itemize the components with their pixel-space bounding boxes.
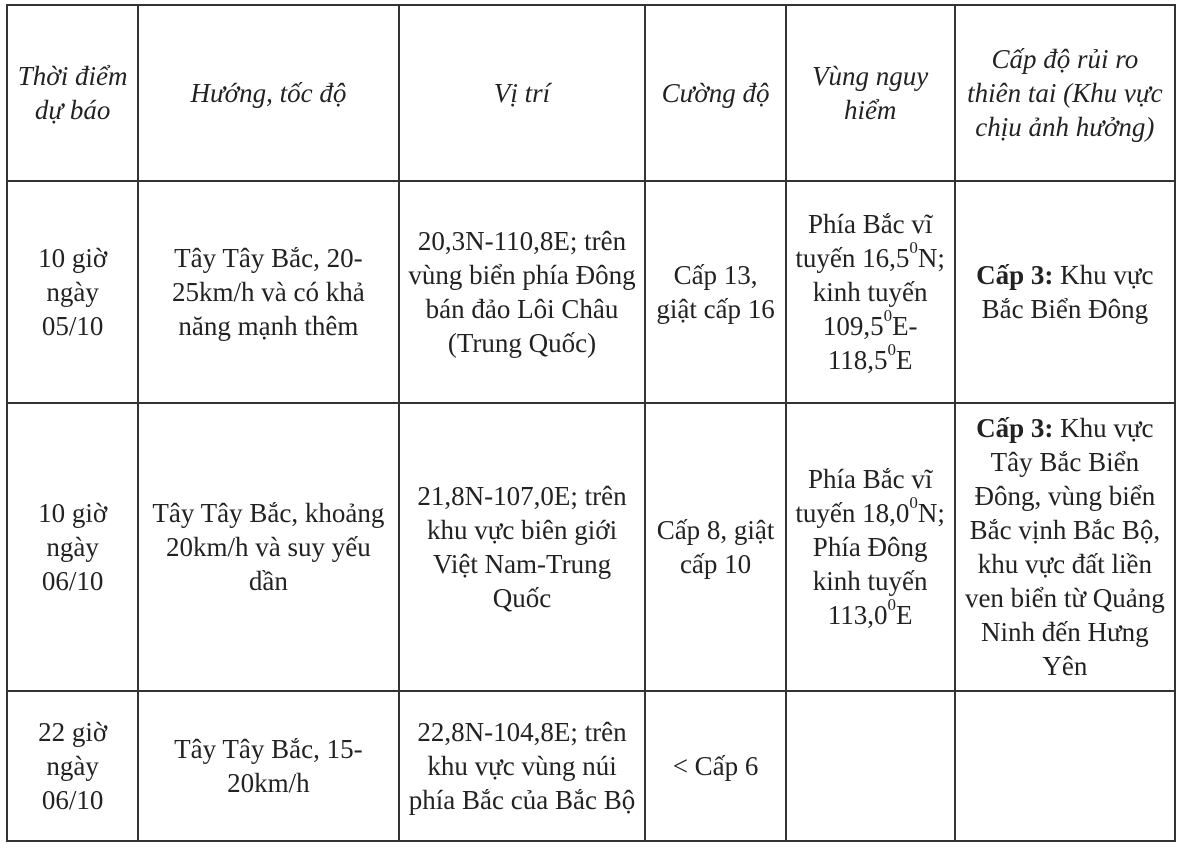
degree-sup: 0 — [909, 238, 918, 257]
cell-danger-zone — [786, 403, 955, 691]
cell-direction: Tây Tây Bắc, 20-25km/h và có khả năng mạnh thêm — [138, 181, 398, 403]
degree-sup: 0 — [909, 493, 918, 512]
cell-intensity: < Cấp 6 — [645, 691, 785, 841]
cell-intensity: Cấp 13, giật cấp 16 — [645, 181, 785, 403]
degree-sup: 0 — [887, 340, 897, 359]
risk-level-label: Cấp 3: — [976, 260, 1054, 290]
cell-time: 10 giờ ngày 06/10 — [7, 403, 138, 691]
cell-risk-level — [955, 403, 1175, 691]
header-position: Vị trí — [399, 5, 646, 181]
table-row — [7, 691, 1175, 841]
degree-sup: 0 — [883, 306, 893, 325]
table-header-row — [7, 5, 1175, 181]
cell-danger-zone — [786, 691, 955, 841]
cell-direction: Tây Tây Bắc, 15-20km/h — [138, 691, 398, 841]
risk-level-text: Khu vực Bắc Biển Đông — [981, 260, 1154, 324]
danger-zone-text: E — [896, 345, 913, 375]
cell-direction: Tây Tây Bắc, khoảng 20km/h và suy yếu dần — [138, 403, 398, 691]
cell-time: 22 giờ ngày 06/10 — [7, 691, 138, 841]
cell-risk-level — [955, 181, 1175, 403]
danger-zone-text: Phía Bắc vĩ tuyến 16,5 — [795, 209, 933, 273]
risk-level-text: Khu vực Tây Bắc Biển Đông, vùng biển Bắc vịnh Bắc Bộ, khu vực đất liền ven biển từ Quảng Ninh đến Hưng Yên — [964, 413, 1165, 681]
danger-zone-text: N; kinh tuyến 109,5 — [812, 243, 945, 341]
danger-zone-text: N; Phía Đông kinh tuyến 113,0 — [812, 498, 945, 630]
header-time: Thời điểm dự báo — [7, 5, 138, 181]
cell-position: 20,3N-110,8E; trên vùng biển phía Đông bán đảo Lôi Châu (Trung Quốc) — [399, 181, 646, 403]
forecast-table — [6, 4, 1176, 842]
danger-zone-text: E-118,5 — [827, 311, 918, 375]
cell-position: 22,8N-104,8E; trên khu vực vùng núi phía Bắc của Bắc Bộ — [399, 691, 646, 841]
danger-zone-text: E — [896, 600, 913, 630]
danger-zone-text: Phía Bắc vĩ tuyến 18,0 — [795, 464, 933, 528]
header-danger-zone: Vùng nguy hiểm — [786, 5, 955, 181]
header-direction: Hướng, tốc độ — [138, 5, 398, 181]
risk-level-label: Cấp 3: — [976, 413, 1054, 443]
degree-sup: 0 — [887, 595, 897, 614]
cell-time: 10 giờ ngày 05/10 — [7, 181, 138, 403]
table-row — [7, 181, 1175, 403]
table-row — [7, 403, 1175, 691]
cell-risk-level — [955, 691, 1175, 841]
cell-danger-zone — [786, 181, 955, 403]
cell-position: 21,8N-107,0E; trên khu vực biên giới Việt Nam-Trung Quốc — [399, 403, 646, 691]
cell-intensity: Cấp 8, giật cấp 10 — [645, 403, 785, 691]
header-risk-level: Cấp độ rủi ro thiên tai (Khu vực chịu ảnh hưởng) — [955, 5, 1175, 181]
header-intensity: Cường độ — [645, 5, 785, 181]
